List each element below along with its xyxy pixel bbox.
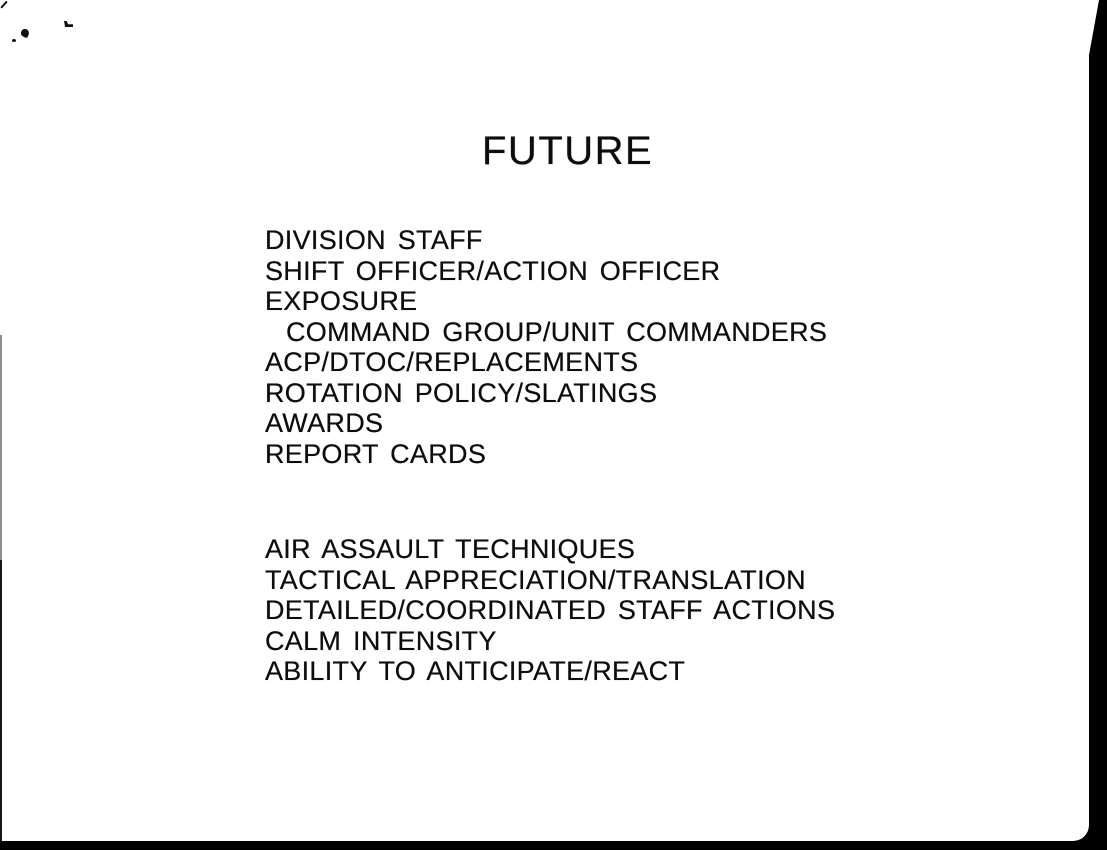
list-item: DETAILED/COORDINATED STAFF ACTIONS [265, 595, 836, 625]
list-item: EXPOSURE [265, 286, 418, 316]
list-item: ABILITY TO ANTICIPATE/REACT [265, 656, 686, 686]
list-item: DIVISION STAFF [265, 225, 483, 255]
list-item: TACTICAL APPRECIATION/TRANSLATION [265, 564, 806, 595]
list-item-indented: COMMAND GROUP/UNIT COMMANDERS [286, 316, 828, 347]
list-item: AWARDS [265, 408, 384, 438]
list-item: ACP/DTOC/REPLACEMENTS [265, 347, 639, 377]
list-item: SHIFT OFFICER/ACTION OFFICER [265, 255, 721, 286]
left-edge-line-faint [0, 335, 2, 561]
list-item: REPORT CARDS [265, 438, 487, 469]
page-edge-notch [1089, 0, 1099, 55]
list-primary [265, 225, 827, 469]
list-item: CALM INTENSITY [265, 625, 497, 656]
list-item: ROTATION POLICY/SLATINGS [265, 377, 658, 408]
ink-speck-dot [12, 39, 16, 42]
list-secondary [265, 534, 835, 687]
list-item: AIR ASSAULT TECHNIQUES [265, 534, 636, 564]
slide-title: FUTURE [482, 129, 654, 173]
left-edge-line-dark [0, 560, 2, 841]
